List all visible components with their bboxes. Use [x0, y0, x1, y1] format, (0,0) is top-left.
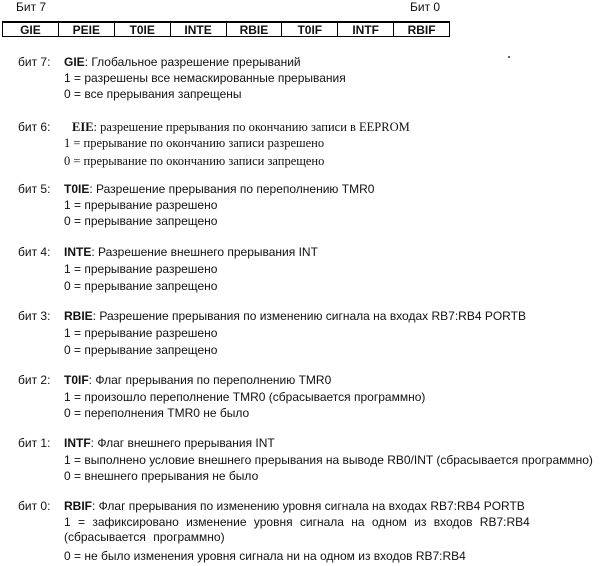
bit-label: бит 4: — [18, 245, 51, 259]
bit-0-header: Бит 0 — [410, 0, 441, 14]
bit-label: бит 3: — [18, 309, 51, 323]
register-cell-rbif: RBIF — [394, 23, 450, 37]
bit-value-1: 1 = прерывание разрешено — [64, 326, 218, 340]
bit-name: T0IE — [64, 182, 90, 196]
bit-title — [64, 373, 331, 387]
bit-value-0: 0 = прерывание запрещено — [64, 343, 218, 357]
bit-name: EIE — [72, 120, 94, 134]
register-cell-rbie: RBIE — [227, 23, 283, 37]
bit-description: : Разрешение прерывания по изменению сигнала на входах RB7:RB4 PORTB — [92, 309, 526, 323]
bit-value-1: 1 = выполнено условие внешнего прерывания на выводе RB0/INT (сбрасывается программно) — [64, 453, 593, 467]
bit-description: : Глобальное разрешение прерываний — [84, 55, 301, 69]
bit-name: T0IF — [64, 373, 89, 387]
bit-title — [72, 120, 410, 135]
bit-title — [64, 436, 275, 450]
bit-value-0: 0 = прерывание запрещено — [64, 279, 218, 293]
bit-value-0: 0 = все прерывания запрещены — [64, 87, 242, 101]
register-table — [2, 21, 450, 37]
bit-description: : Флаг внешнего прерывания INT — [90, 436, 275, 450]
bit-label: бит 2: — [18, 373, 51, 387]
bit-description: : Флаг прерывания по переполнению TMR0 — [88, 373, 332, 387]
bit-7-header: Бит 7 — [16, 0, 47, 14]
register-cell-inte: INTE — [171, 23, 227, 37]
bit-title — [64, 55, 301, 69]
stray-dot — [508, 56, 510, 58]
bit-description: : Разрешение внешнего прерывания INT — [91, 245, 318, 259]
register-cell-peie: PEIE — [59, 23, 115, 37]
register-cell-intf: INTF — [338, 23, 394, 37]
bit-title — [64, 499, 525, 513]
bit-label: бит 0: — [18, 499, 51, 513]
bit-description: : Разрешение прерывания по переполнению TMR0 — [89, 182, 375, 196]
bit-value-1: 1 = зафиксировано изменение уровня сигнала на одном из входов RB7:RB4 (сбрасывается программно) — [64, 515, 530, 544]
bit-name: RBIF — [64, 499, 92, 513]
bit-value-0: 0 = прерывание запрещено — [64, 214, 218, 228]
bit-title — [64, 182, 374, 196]
bit-title — [64, 245, 318, 259]
register-cell-gie: GIE — [3, 23, 59, 37]
bit-label: бит 5: — [18, 182, 51, 196]
bit-value-0: 0 = прерывание по окончанию записи запрещено — [64, 154, 325, 168]
bit-name: INTE — [64, 245, 92, 259]
bit-value-1: 1 = произошло переполнение TMR0 (сбрасывается программно) — [64, 390, 426, 404]
bit-value-1: 1 = прерывание по окончанию записи разрешено — [64, 136, 325, 150]
bit-title — [64, 309, 526, 323]
bit-value-1: 1 = прерывание разрешено — [64, 262, 218, 276]
bit-value-0: 0 = переполнения TMR0 не было — [64, 406, 250, 420]
register-cell-t0ie: T0IE — [115, 23, 171, 37]
bit-description: : Флаг прерывания по изменению уровня сигнала на входах RB7:RB4 PORTB — [92, 499, 525, 513]
bit-label: бит 1: — [18, 436, 51, 450]
bit-description: : разрешение прерывания по окончанию записи в EEPROM — [93, 120, 410, 134]
register-cell-t0if: T0IF — [282, 23, 338, 37]
bit-name: INTF — [64, 436, 91, 450]
bit-value-1: 1 = разрешены все немаскированные прерывания — [64, 71, 346, 85]
bit-value-0: 0 = не было изменения уровня сигнала ни на одном из входов RB7:RB4 — [64, 549, 466, 563]
bit-label: бит 7: — [18, 55, 51, 69]
bit-label: бит 6: — [18, 120, 51, 134]
bit-name: GIE — [64, 55, 85, 69]
bit-value-0: 0 = внешнего прерывания не было — [64, 469, 259, 483]
bit-name: RBIE — [64, 309, 93, 323]
bit-value-1: 1 = прерывание разрешено — [64, 198, 218, 212]
